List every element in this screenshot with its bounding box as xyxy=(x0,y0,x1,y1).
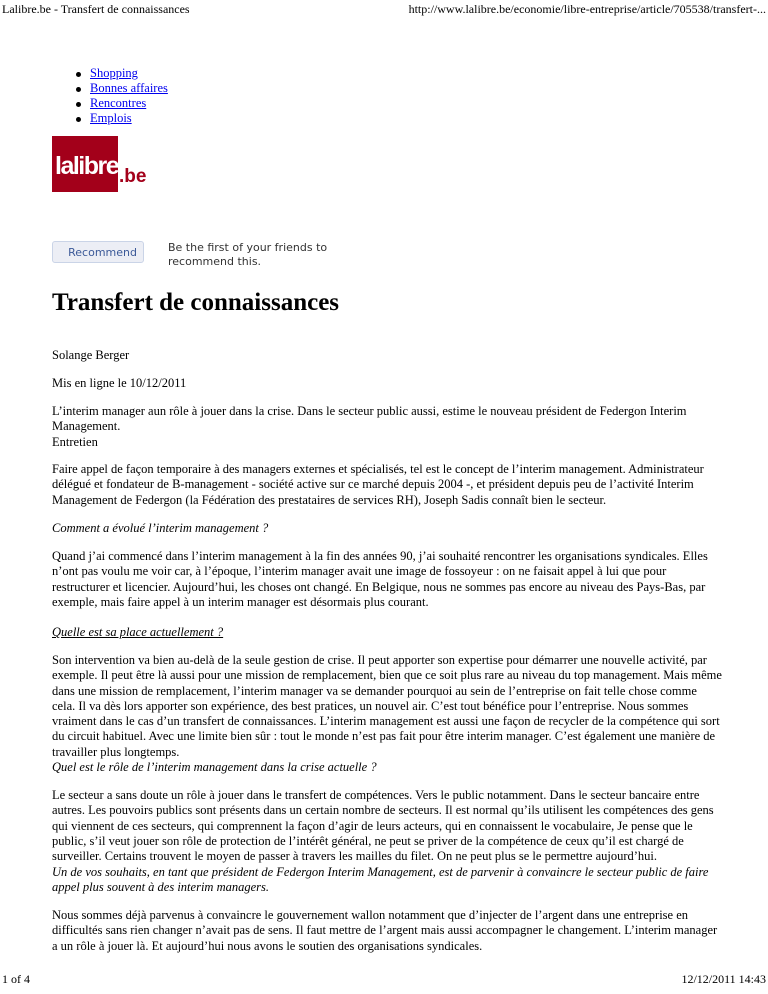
answer-3: Le secteur a sans doute un rôle à jouer dans le transfert de compétences. Vers le public notamment. Dans le secteur bancaire entre autres. Les pouvoirs publics sont présents dans un certain nombre de secteurs. Il est normal qu’ils utilisent les compétences des gens qui viennent de ces secteurs, qui comprennent la façon d’agir de leurs acteurs, qui en connaissent le vocabulaire, Je pense que le public, s’il veut jouer son rôle de protection de l’intérêt général, ne peut se priver de la compétence de ceux qu’il est chargé de surveiller. Certains trouvent le moyen de passer à travers les mailles du filet. On ne peut plus se le permettre aujourd’hui. xyxy=(52,788,714,864)
article-author: Solange Berger xyxy=(52,348,130,362)
nav-link-bonnes-affaires[interactable]: Bonnes affaires xyxy=(90,81,168,95)
print-url: http://www.lalibre.be/economie/libre-entreprise/article/705538/transfert-... xyxy=(408,2,766,16)
print-datetime: 12/12/2011 14:43 xyxy=(681,972,766,986)
article-lead xyxy=(52,404,722,450)
answer-2: Son intervention va bien au-delà de la seule gestion de crise. Il peut apporter son expertise pour démarrer une nouvelle activité, par exemple. Il peut être là aussi pour une mission de remplacement, bien que ce soit plus rare au niveau du top management. Mais même dans une mission de remplacement, l’interim manager va se demander pourquoi au sein de l’entreprise on fait telle chose comme cela. Il va dès lors apporter son expérience, des best pratices, un nouvel air. C’est tout bénéfice pour l’entreprise. Nous sommes vraiment dans le cas d’un transfert de connaissances. L’interim management est aussi une façon de recycler de la compétence qui sort du circuit habituel. Avec une limite bien sûr : tout le monde n’est pas fait pour être interim manager. C’est également une manière de travailler plus longtemps. xyxy=(52,653,722,759)
answer-4: Nous sommes déjà parvenus à convaincre le gouvernement wallon notamment que d’injecter de l’argent dans une entreprise en difficultés sans rien changer n’avait pas de sens. Il faut mettre de l’argent mais aussi accompagner le changement. L’interim manager a un rôle à jouer là. Et aujourd’hui nous avons le soutien des organisations syndicales. xyxy=(52,908,718,953)
question-1: Comment a évolué l’interim management ? xyxy=(52,521,269,535)
logo-suffix: .be xyxy=(119,166,147,187)
nav-link-rencontres[interactable]: Rencontres xyxy=(90,96,147,110)
lalibre-logo[interactable] xyxy=(52,136,147,192)
nav-link-shopping[interactable]: Shopping xyxy=(90,66,138,80)
article-intro: Faire appel de façon temporaire à des managers externes et spécialisés, tel est le concept de l’interim management. Administrateur délégué et fondateur de B-management - société active sur ce marché depuis 2004 -, et président depuis peu de l’activité Interim Management de Federgon (la Fédération des prestataires de services RH), Joseph Sadis connaît bien le secteur. xyxy=(52,462,704,507)
nav-link-emplois[interactable]: Emplois xyxy=(90,111,132,125)
question-4: Un de vos souhaits, en tant que président de Federgon Interim Management, est de parvenir à convaincre le secteur public de faire appel plus souvent à des interim managers. xyxy=(52,865,709,895)
article-lead-text: L’interim manager aun rôle à jouer dans la crise. Dans le secteur public aussi, estime le nouveau président de Federgon Interim Management. xyxy=(52,404,687,434)
print-page-number: 1 of 4 xyxy=(2,972,30,986)
facebook-friends-text: Be the first of your friends to recommend this. xyxy=(168,241,328,268)
logo-main-text: lalibre xyxy=(55,152,119,180)
print-page-title: Lalibre.be - Transfert de connaissances xyxy=(2,2,190,16)
question-3: Quel est le rôle de l’interim management dans la crise actuelle ? xyxy=(52,760,377,774)
nav-item-shopping xyxy=(90,66,168,81)
question-2: Quelle est sa place actuellement ? xyxy=(52,625,224,639)
article-title: Transfert de connaissances xyxy=(52,289,340,316)
nav-item-emplois xyxy=(90,111,168,126)
facebook-recommend-button[interactable]: Recommend xyxy=(52,241,144,263)
top-nav xyxy=(90,66,168,126)
article-published-date: Mis en ligne le 10/12/2011 xyxy=(52,376,187,390)
nav-item-bonnes-affaires xyxy=(90,81,168,96)
article-kind: Entretien xyxy=(52,434,98,449)
nav-item-rencontres xyxy=(90,96,168,111)
answer-1: Quand j’ai commencé dans l’interim management à la fin des années 90, j’ai souhaité rencontrer les organisations syndicales. Elles n’ont pas voulu me voir car, à l’époque, l’interim manager avait une image de fossoyeur : on ne faisait appel à lui que pour restructurer et licencier. Aujourd’hui, les choses ont changé. En Belgique, nous ne sommes pas encore au niveau des Pays-Bas, par exemple, mais faire appel à un interim manager est désormais plus courant. xyxy=(52,549,708,609)
